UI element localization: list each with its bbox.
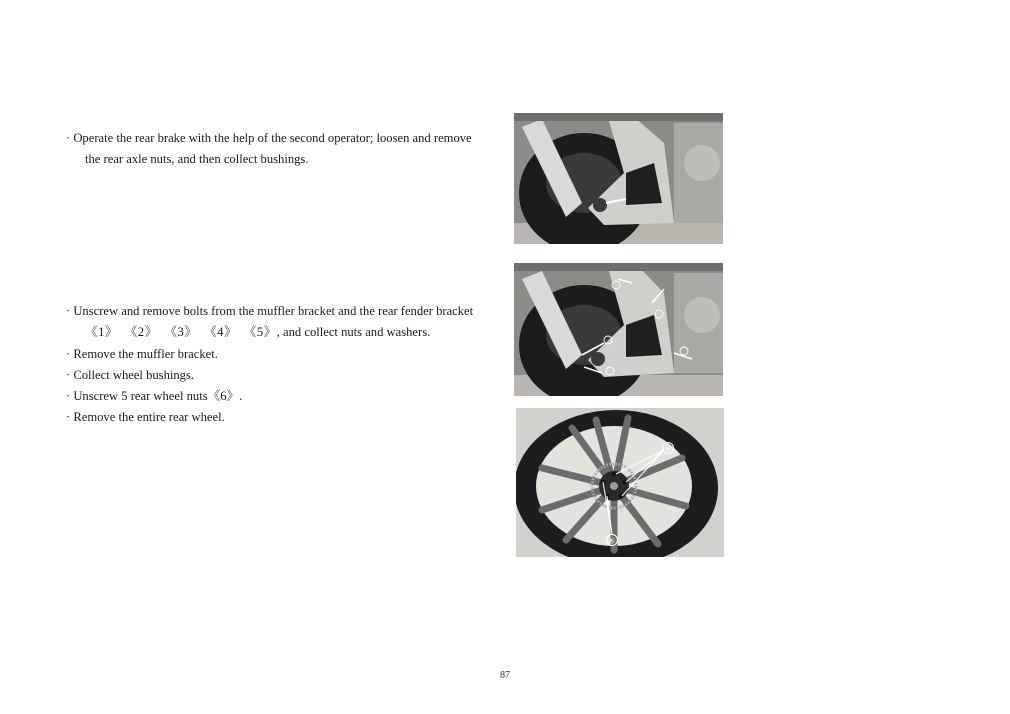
step-text: · Unscrew and remove bolts from the muffler bracket and the rear fender bracket bbox=[66, 304, 474, 318]
bolt-ref-5: 《5》 bbox=[250, 325, 277, 339]
step-text: · Operate the rear brake with the help of the second operator; loosen and remove bbox=[66, 131, 472, 145]
step-text: · Remove the muffler bracket. bbox=[66, 347, 218, 361]
photo-muffler-bracket bbox=[514, 263, 723, 396]
step-text: · Collect wheel bushings. bbox=[66, 368, 195, 382]
bolt-ref-3: 《3》 bbox=[170, 325, 198, 339]
bolt-reference-list bbox=[66, 322, 473, 343]
figure-rear-wheel-nuts bbox=[516, 408, 724, 557]
page-number: 87 bbox=[500, 670, 510, 681]
photo-rear-axle bbox=[514, 113, 723, 244]
figure-rear-axle-nut bbox=[514, 113, 723, 244]
step-block-wheel-removal bbox=[66, 301, 473, 428]
step-text-continued: the rear axle nuts, and then collect bushings. bbox=[85, 152, 309, 166]
callout-6-upper: ⑥ bbox=[664, 444, 672, 454]
bolt-ref-2: 《2》 bbox=[130, 325, 158, 339]
bolt-ref-1: 《1》 bbox=[85, 325, 118, 339]
bolt-ref-4: 《4》 bbox=[210, 325, 238, 339]
step-block-axle-nuts bbox=[66, 128, 472, 170]
callout-6-lower: ⑥ bbox=[608, 536, 616, 546]
figure-muffler-bracket-bolts bbox=[514, 263, 723, 396]
refs-tail: , and collect nuts and washers. bbox=[276, 325, 431, 339]
step-text: · Remove the entire rear wheel. bbox=[66, 410, 225, 424]
step-text: · Unscrew 5 rear wheel nuts《6》. bbox=[66, 389, 243, 403]
photo-rear-wheel bbox=[516, 408, 724, 557]
